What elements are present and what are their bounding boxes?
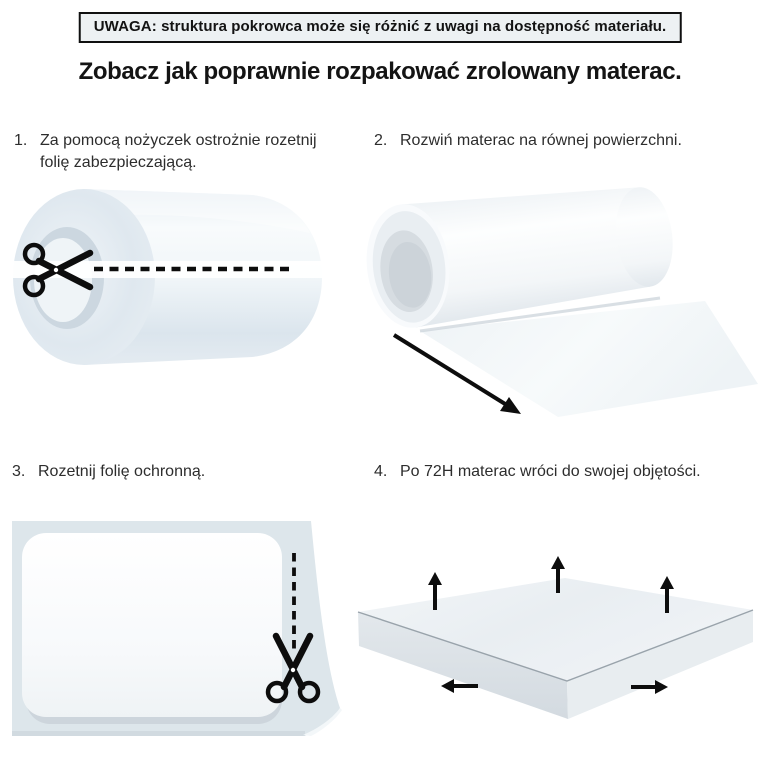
notice-banner <box>79 12 682 43</box>
step-number: 4. <box>374 463 388 480</box>
step-3-caption <box>12 461 342 483</box>
step-number: 1. <box>14 132 28 149</box>
step-text: Rozetnij folię ochronną. <box>38 463 206 480</box>
step-number: 2. <box>374 132 388 149</box>
step-4-illustration <box>355 533 760 751</box>
step-3-illustration <box>8 512 348 740</box>
step-text: Po 72H materac wróci do swojej objętości. <box>400 463 701 480</box>
mattress-roll <box>360 172 680 332</box>
step-2-illustration <box>360 168 760 423</box>
step-1-caption <box>14 130 344 174</box>
step-text: Rozwiń materac na równej powierzchni. <box>400 132 682 149</box>
page-title: Zobacz jak poprawnie rozpakować zrolowany materac. <box>78 58 682 85</box>
unrolled-sheet <box>420 301 758 417</box>
step-number: 3. <box>12 463 26 480</box>
film-bottom-shade <box>12 731 305 736</box>
step-text: Za pomocą nożyczek ostrożnie rozetnij folię zabezpieczającą. <box>40 132 317 172</box>
step-4-caption <box>374 461 760 483</box>
notice-text: UWAGA: struktura pokrowca może się różnić z uwagi na dostępność materiału. <box>93 18 667 35</box>
flat-mattress <box>22 533 282 717</box>
step-1-illustration <box>0 188 330 370</box>
step-2-caption <box>374 130 760 152</box>
